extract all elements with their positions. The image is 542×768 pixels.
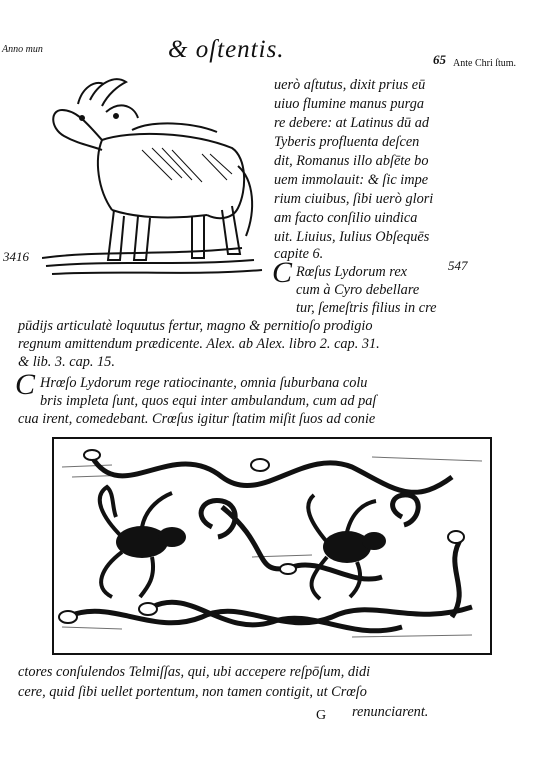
text-line: cere, quid ſibi uellet portentum, non tamen contigit, ut Crœſo [18, 684, 367, 700]
margin-year-right: 547 [448, 258, 468, 273]
drop-cap: C [272, 256, 293, 289]
text-line: dit, Romanus illo abſēte bo [274, 153, 429, 169]
text-line: am facto conſilio uindica [274, 210, 418, 226]
text-line: uem immolauit: & ſic impe [274, 172, 429, 188]
text-line: cua irent, comedebant. Crœſus igitur ſtatim miſit ſuos ad conie [18, 411, 376, 427]
text-line: & lib. 3. cap. 15. [18, 354, 115, 370]
catchword: G [316, 708, 327, 723]
text-line: rium ciuibus, ſibi uerò glori [274, 191, 434, 207]
serpents-scorpions-woodcut [52, 437, 492, 655]
text-line: Rœſus Lydorum rex [296, 264, 408, 280]
two-headed-ox-woodcut [42, 70, 267, 282]
text-line: Tyberis profluenta deſcen [274, 134, 420, 150]
text-line: tur, ſemeſtris filius in cre [296, 300, 437, 316]
text-line: re debere: at Latinus dū ad [274, 115, 429, 131]
text-line: renunciarent. [352, 704, 429, 720]
drop-cap: C [15, 368, 36, 401]
running-head-left: Anno mun [2, 44, 43, 55]
text-line: pūdijs articulatè loquutus fertur, magno & pernitioſo prodigio [18, 318, 373, 334]
margin-year-left: 3416 [3, 249, 29, 264]
text-line: bris impleta ſunt, quos equi inter ambulandum, cum ad paſ [40, 393, 377, 409]
text-line: capite 6. [274, 246, 324, 262]
text-line: Hrœſo Lydorum rege ratiocinante, omnia ſuburbana colu [40, 375, 368, 391]
text-line: regnum amittendum prædicente. Alex. ab Alex. libro 2. cap. 31. [18, 336, 380, 352]
text-line: cum à Cyro debellare [296, 282, 420, 298]
text-line: uerò aſtutus, dixit prius eū [274, 77, 426, 93]
page-number: 65 [433, 52, 446, 67]
page-title: & oſtentis. [168, 36, 285, 63]
text-line: uit. Liuius, Iulius Obſequēs [274, 229, 430, 245]
text-line: ctores conſulendos Telmiſſas, qui, ubi accepere reſpōſum, didi [18, 664, 371, 680]
text-line: uiuo flumine manus purga [274, 96, 424, 112]
marginal-note-era: Ante Chri ſtum. [453, 58, 517, 69]
